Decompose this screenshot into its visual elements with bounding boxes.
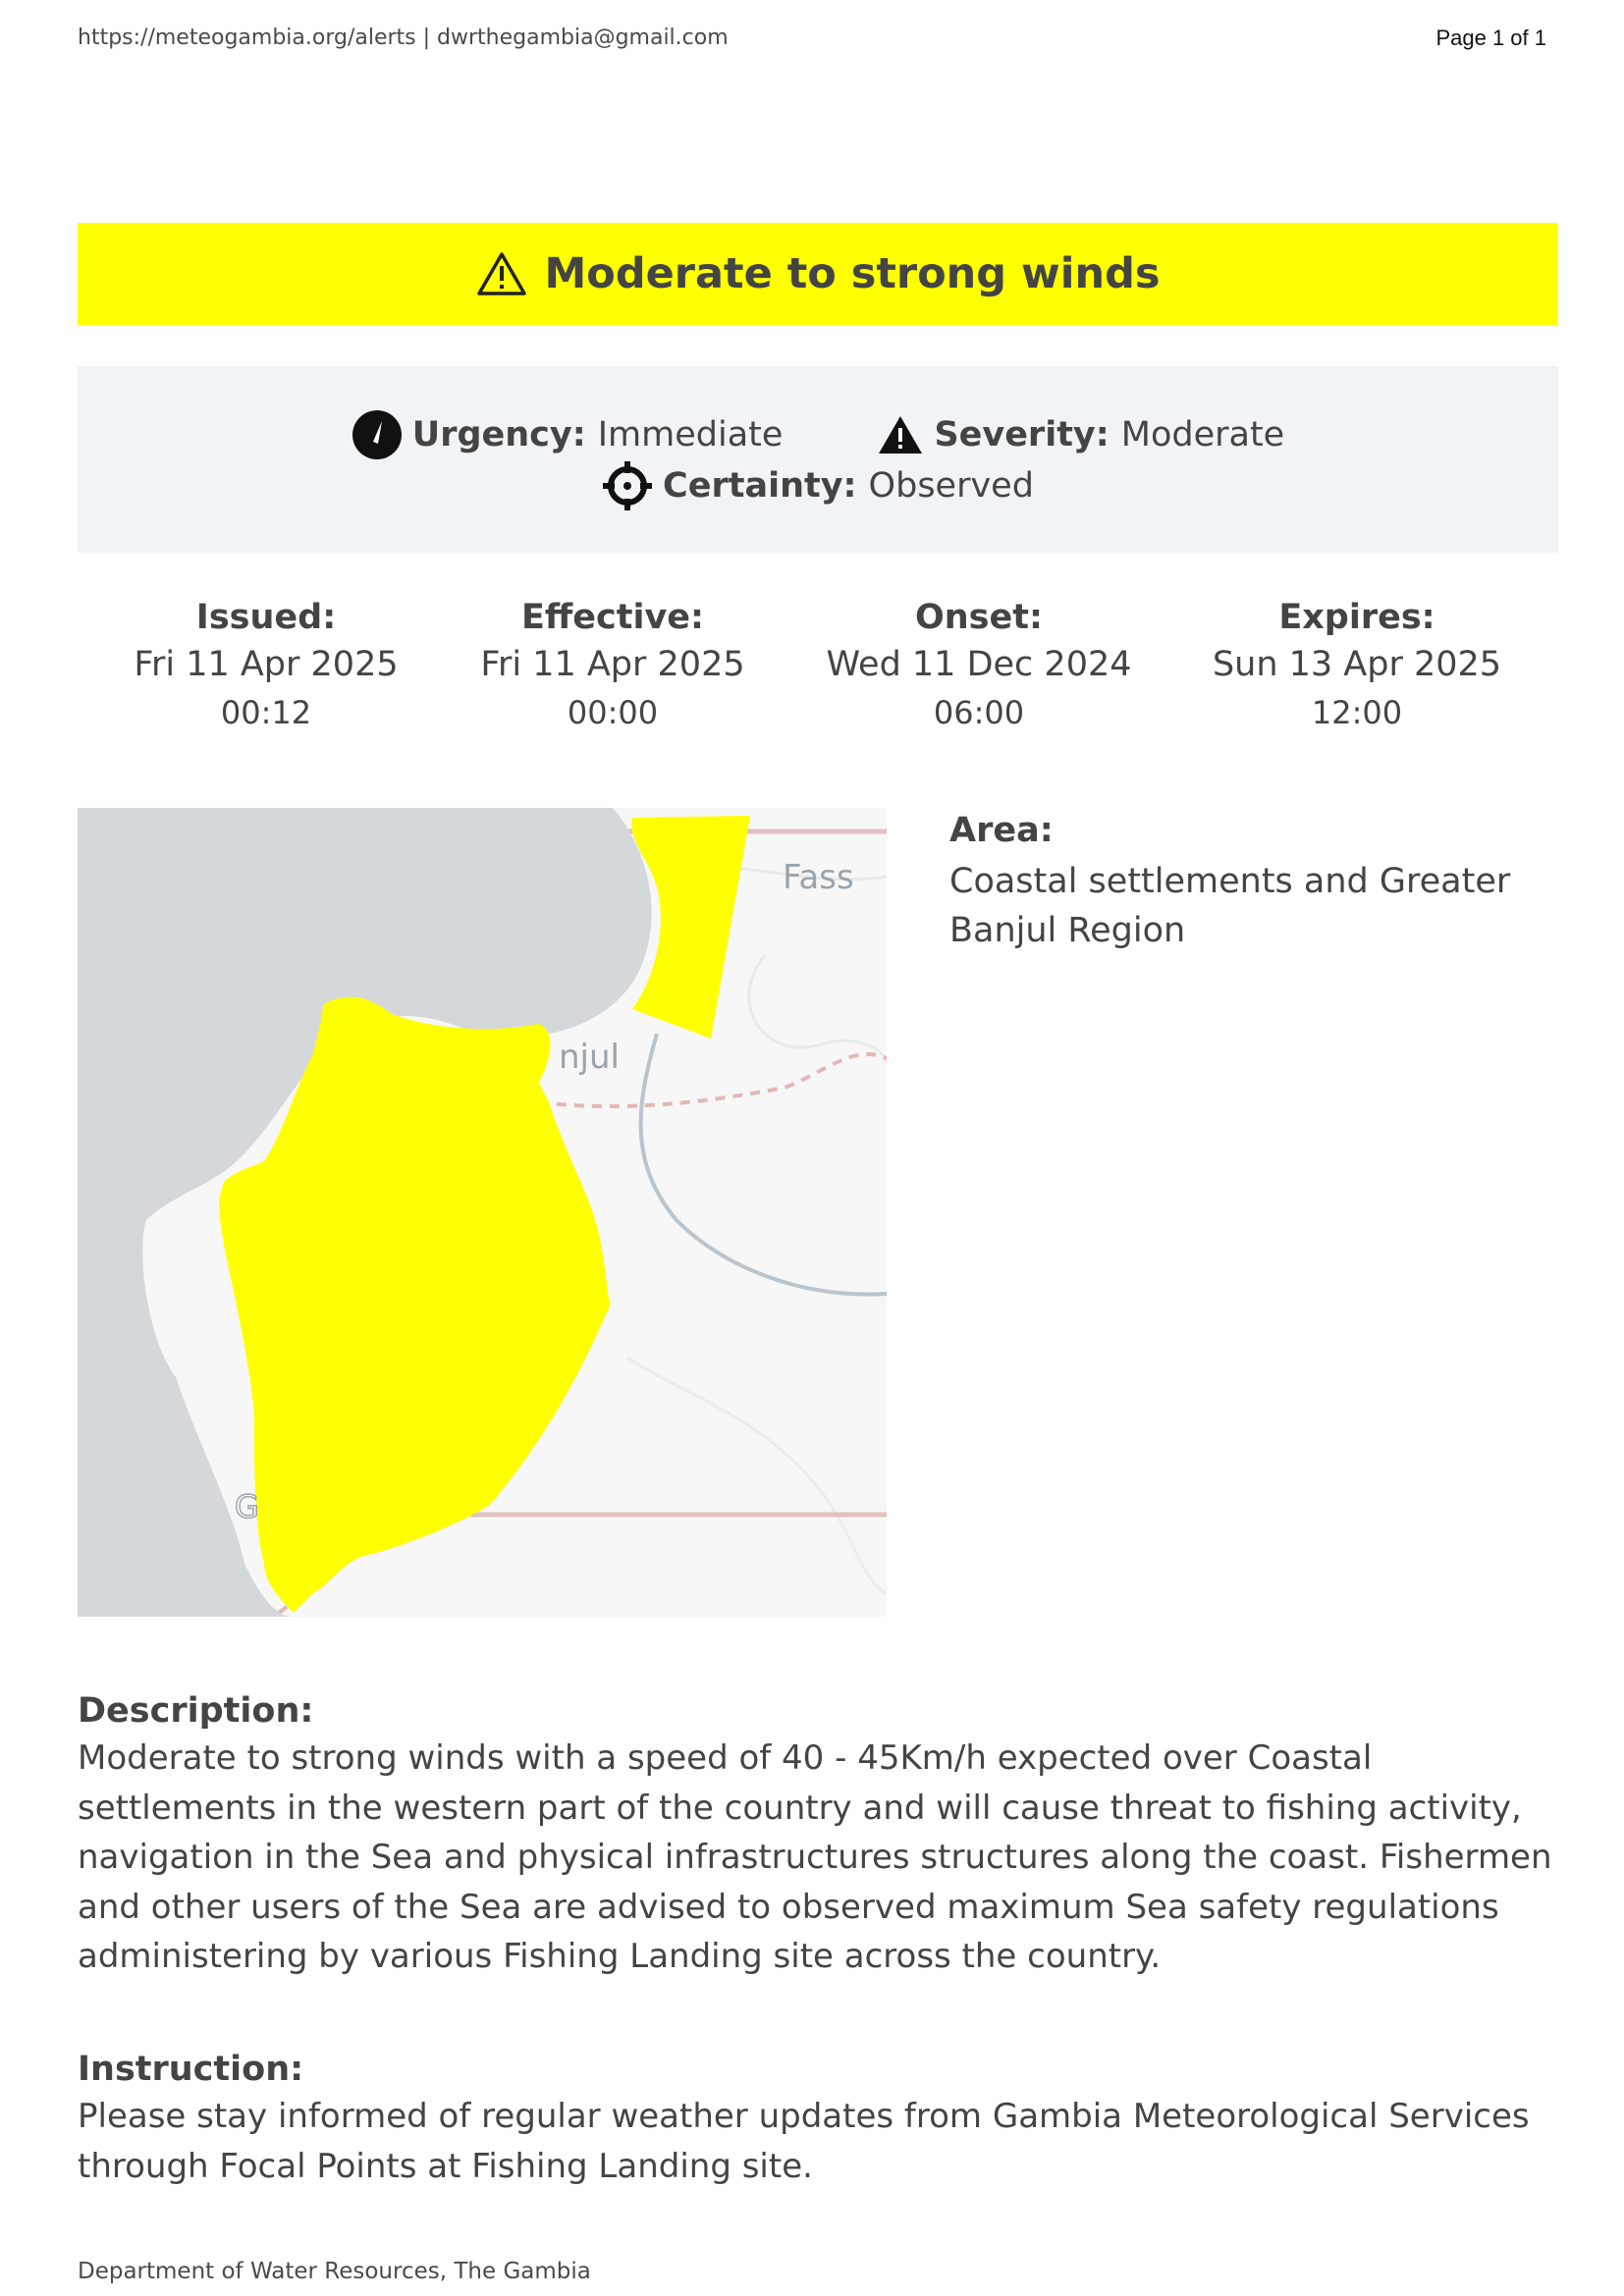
- expires-time: 12:00: [1311, 694, 1403, 731]
- severity-value: Moderate: [1120, 415, 1285, 454]
- clock-gauge-icon: [352, 409, 403, 460]
- description-section: [78, 1688, 1558, 1982]
- area-label: Area:: [949, 811, 1054, 850]
- effective-label: Effective:: [520, 598, 705, 637]
- footer-text: Department of Water Resources, The Gambia: [78, 2259, 591, 2284]
- header-source: https://meteogambia.org/alerts | dwrthegambia@gmail.com: [78, 26, 729, 50]
- map-label-town-bottom-left: G: [235, 1488, 259, 1525]
- onset-column: [822, 595, 1136, 736]
- issued-column: [109, 595, 423, 736]
- severity-label: Severity:: [934, 415, 1110, 454]
- map-label-town-middle: njul: [559, 1038, 620, 1077]
- certainty-label: Certainty:: [663, 466, 857, 506]
- alert-times: [78, 595, 1558, 742]
- alert-map-svg: [78, 808, 887, 1617]
- alert-meta-panel: [78, 366, 1558, 553]
- onset-label: Onset:: [915, 598, 1043, 637]
- instruction-section: [78, 2047, 1558, 2191]
- expires-column: [1200, 595, 1514, 736]
- effective-date: Fri 11 Apr 2025: [480, 645, 745, 684]
- description-text: Moderate to strong winds with a speed of 40 - 45Km/h expected over Coastal settlements in the western part of the country and will cause threat to fishing activity, navigation in the Sea and physical infrastructures structures along the coast. Fishermen and other users of the Sea are advised to observed maximum Sea safety regulations administering by various Fishing Landing site across the country.: [78, 1738, 1552, 1976]
- page-number: Page 1 of 1: [1435, 26, 1546, 50]
- urgency-item: [352, 409, 784, 460]
- expires-date: Sun 13 Apr 2025: [1212, 645, 1502, 684]
- onset-time: 06:00: [933, 694, 1025, 731]
- effective-time: 00:00: [567, 694, 659, 731]
- warning-triangle-outline-icon: [476, 251, 527, 296]
- issued-label: Issued:: [195, 598, 337, 637]
- severity-item: [877, 414, 1284, 455]
- warning-triangle-filled-icon: [877, 414, 924, 455]
- expires-label: Expires:: [1278, 598, 1435, 637]
- alert-map: [78, 808, 887, 1617]
- issued-time: 00:12: [220, 694, 312, 731]
- onset-date: Wed 11 Dec 2024: [826, 645, 1132, 684]
- description-label: Description:: [78, 1691, 314, 1731]
- issued-date: Fri 11 Apr 2025: [134, 645, 399, 684]
- area-value: Coastal settlements and Greater Banjul Region: [949, 862, 1511, 950]
- crosshair-target-icon: [602, 460, 653, 511]
- alert-title: Moderate to strong winds: [544, 249, 1161, 298]
- instruction-label: Instruction:: [78, 2050, 304, 2089]
- urgency-value: Immediate: [597, 415, 784, 454]
- instruction-text: Please stay informed of regular weather updates from Gambia Meteorological Services through Focal Points at Fishing Landing site.: [78, 2097, 1530, 2186]
- area-section: [949, 808, 1558, 955]
- certainty-value: Observed: [868, 466, 1034, 506]
- certainty-item: [602, 460, 1034, 511]
- map-label-town-top-right: Fass: [783, 858, 854, 897]
- effective-column: [456, 595, 770, 736]
- alert-banner: [78, 223, 1558, 325]
- urgency-label: Urgency:: [411, 415, 586, 454]
